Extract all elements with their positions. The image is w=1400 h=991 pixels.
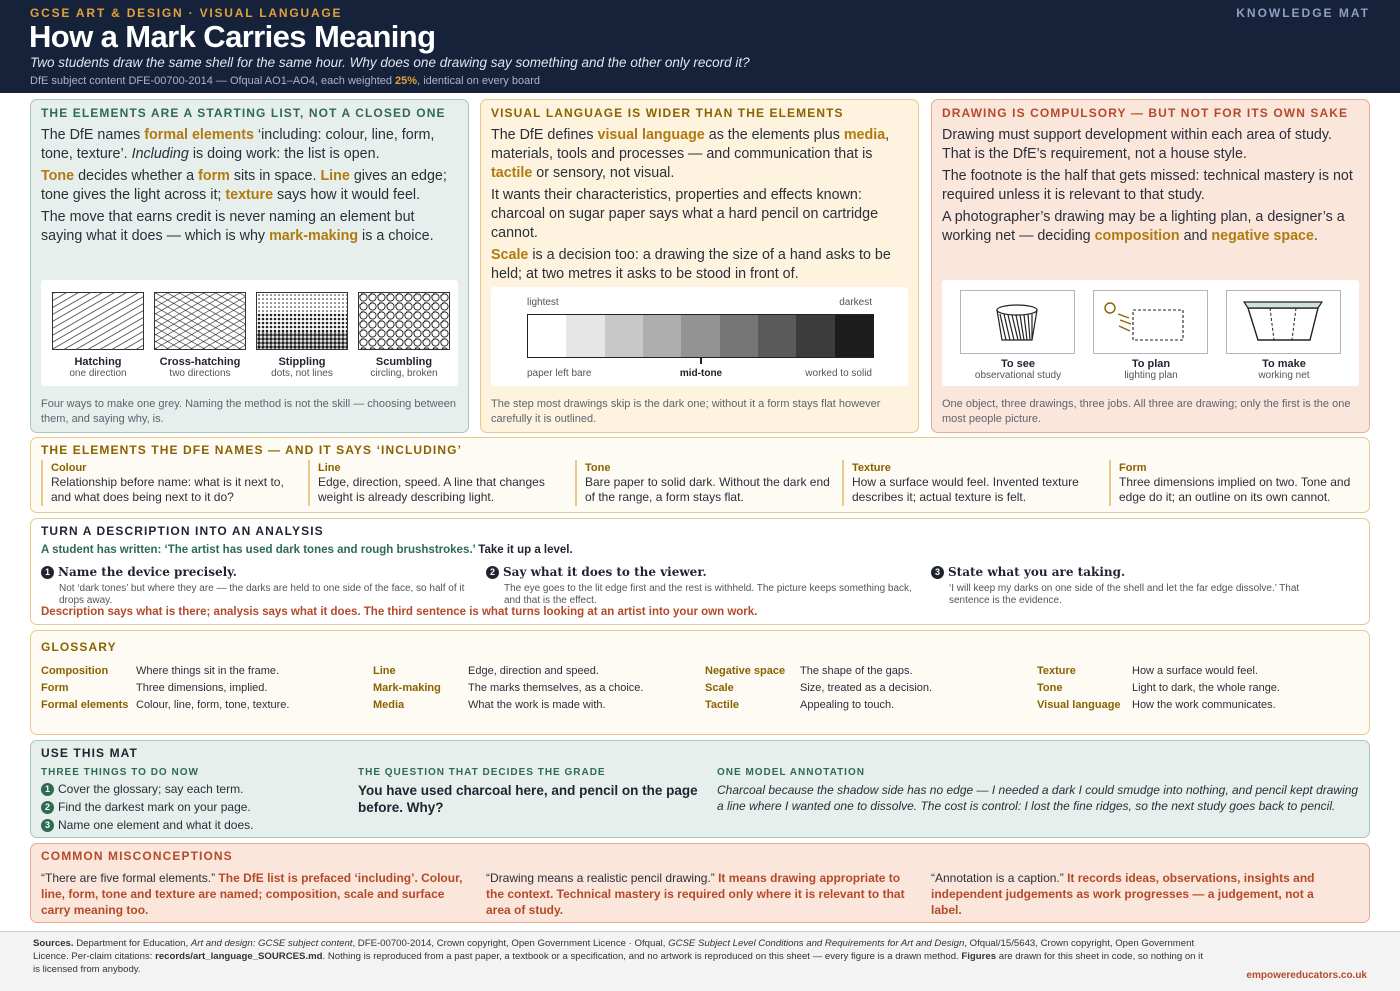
meta-line	[30, 75, 540, 87]
swatch-sub: two directions	[169, 368, 231, 379]
element-card-line	[318, 462, 568, 505]
glossary-term: Mark-making	[373, 682, 441, 694]
use-mat-panel	[30, 740, 1370, 838]
footer	[0, 931, 1400, 991]
swatch-sub: one direction	[69, 368, 127, 379]
divider	[1109, 460, 1111, 506]
paragraph: The DfE names formal elements ‘including: colour, line, form, tone, texture’. Including is doing work: the list is open.	[41, 127, 435, 162]
tone-step	[566, 315, 604, 357]
glossary-term: Line	[373, 665, 396, 677]
site-url[interactable]: empowereducators.co.uk	[1246, 970, 1367, 981]
paragraph: Drawing must support development within each area of study. That is the DfE’s requirement, not a house style.	[942, 127, 1332, 162]
question-title: THE QUESTION THAT DECIDES THE GRADE	[358, 767, 606, 778]
glossary-definition: The marks themselves, as a choice.	[468, 682, 644, 694]
divider	[842, 460, 844, 506]
glossary-term: Composition	[41, 665, 109, 677]
panel-note: Four ways to make one grey. Naming the method is not the skill — choosing between them, and saying why, is.	[41, 398, 456, 425]
element-text: Edge, direction, speed. A line that changes weight is already describing light.	[318, 475, 545, 504]
glossary-definition: The shape of the gaps.	[800, 665, 913, 677]
panel-title: TURN A DESCRIPTION INTO AN ANALYSIS	[41, 524, 324, 538]
glossary-term: Media	[373, 699, 405, 711]
glossary-panel	[30, 630, 1370, 735]
panel-title: USE THIS MAT	[41, 746, 138, 760]
todo-item: 1 Cover the glossary; say each term.	[41, 782, 243, 796]
cross-hatching-swatch	[154, 292, 246, 350]
scale-label-left: lightest	[527, 297, 559, 308]
visual-language-panel	[480, 99, 919, 433]
analysis-step-3: 3 State what you are taking. ‘I will keep my darks on one side of the shell and let the far edge dissolve.’ That sentence is the evidence.	[931, 563, 1331, 607]
glossary-definition: Appealing to touch.	[800, 699, 895, 711]
figure-label: To plan	[1131, 358, 1171, 370]
todo-item: 3 Name one element and what it does.	[41, 818, 253, 832]
elements-panel	[30, 99, 469, 433]
meta-prefix: DfE subject content DFE-00700-2014 — Ofqual AO1–AO4, each weighted	[30, 75, 396, 87]
divider	[308, 460, 310, 506]
panel-title: THE ELEMENTS ARE A STARTING LIST, NOT A CLOSED ONE	[41, 106, 446, 120]
glossary-term: Tone	[1037, 682, 1063, 694]
panel-title: DRAWING IS COMPULSORY — BUT NOT FOR ITS OWN SAKE	[942, 106, 1349, 120]
glossary-definition: Three dimensions, implied.	[136, 682, 268, 694]
divider	[41, 460, 43, 506]
todo-title: THREE THINGS TO DO NOW	[41, 767, 199, 778]
element-card-tone	[585, 462, 835, 505]
misconception-2: “Drawing means a realistic pencil drawing.” It means drawing appropriate to the context. Technical mastery is required only where it is relevant to that area of study.	[486, 871, 905, 917]
meta-weight: 25%	[395, 75, 418, 87]
sources-text: Sources. Department for Education, Art and design: GCSE subject content, DFE-00700-2014, Crown copyright, Open Government Licence · Ofqual, GCSE Subject Level Conditions and Requirements for Art and Design, Ofqual/15/5643, Crown copyright, Open Government Licence. Per-claim citations: records/art_language_SOURCES.md. Nothing is reproduced from a past paper, a textbook or a specification, and no artwork is reproduced on this sheet — every figure is a drawn method. Figures are drawn for this sheet in code, so nothing on it is licensed from anybody.	[33, 938, 1203, 975]
scale-caption-mid: mid-tone	[679, 368, 723, 379]
element-card-texture	[852, 462, 1102, 505]
mat-tag: KNOWLEDGE MAT	[1236, 6, 1370, 20]
glossary-definition: What the work is made with.	[468, 699, 606, 711]
element-name: Texture	[852, 462, 891, 474]
swatch-label: Stippling	[278, 356, 326, 368]
subtitle: Two students draw the same shell for the same hour. Why does one drawing say something and the other only record it?	[30, 55, 750, 70]
swatch-label: Scumbling	[375, 356, 433, 368]
swatch-label: Cross-hatching	[159, 356, 241, 368]
scale-caption-left: paper left bare	[527, 368, 592, 379]
tone-step	[528, 315, 566, 357]
panel-title: COMMON MISCONCEPTIONS	[41, 849, 233, 863]
panel-title: GLOSSARY	[41, 640, 117, 654]
glossary-term: Form	[41, 682, 69, 694]
meta-suffix: , identical on every board	[417, 75, 540, 87]
element-name: Form	[1119, 462, 1147, 474]
swatch-sub: circling, broken	[370, 368, 438, 379]
glossary-definition: Light to dark, the whole range.	[1132, 682, 1280, 694]
glossary-definition: How the work communicates.	[1132, 699, 1276, 711]
panel-note: One object, three drawings, three jobs. All three are drawing; only the first is the one most people picture.	[942, 398, 1351, 425]
grade-question: You have used charcoal here, and pencil on the page before. Why?	[358, 783, 698, 815]
page-title: How a Mark Carries Meaning	[29, 19, 436, 54]
glossary-term: Visual language	[1037, 699, 1121, 711]
paragraph: The footnote is the half that gets missed: technical mastery is not required unless it is relevant to that study.	[942, 168, 1353, 203]
tonal-scale-figure	[491, 287, 908, 386]
mid-tick	[700, 358, 702, 364]
element-card-form	[1119, 462, 1369, 505]
glossary-definition: Where things sit in the frame.	[136, 665, 280, 677]
model-annotation: Charcoal because the shadow side has no edge — I needed a dark I could smudge into nothing, and pencil kept drawing a line where I wanted one to dissolve. The cost is control: I lost the fine ridges, so the next study goes back to pencil.	[717, 783, 1359, 813]
swatch-sub: dots, not lines	[271, 368, 333, 379]
lighting-plan-drawing	[1093, 290, 1208, 354]
panel-note: The step most drawings skip is the dark one; without it a form stays flat however carefully it is outlined.	[491, 398, 881, 425]
element-text: Three dimensions implied on two. Tone and edge do it; an outline on its own cannot.	[1119, 475, 1351, 504]
working-net-drawing	[1226, 290, 1341, 354]
tone-step	[758, 315, 796, 357]
analysis-step-1: 1 Name the device precisely. Not ‘dark tones’ but where they are — the darks are held to one side of the face, so half of it drops away.	[41, 563, 471, 607]
panel-title: THE ELEMENTS THE DFE NAMES — AND IT SAYS ‘INCLUDING’	[41, 443, 463, 457]
glossary-definition: Colour, line, form, tone, texture.	[136, 699, 290, 711]
observational-study-drawing	[960, 290, 1075, 354]
glossary-definition: Size, treated as a decision.	[800, 682, 933, 694]
tone-step	[796, 315, 834, 357]
glossary-definition: Edge, direction and speed.	[468, 665, 599, 677]
tone-step	[605, 315, 643, 357]
header-banner	[0, 0, 1400, 93]
misconception-3: “Annotation is a caption.” It records ideas, observations, insights and independent judgements as work progresses — a judgement, not a label.	[931, 871, 1315, 917]
figure-label: To see	[1000, 358, 1036, 370]
paragraph: The move that earns credit is never naming an element but saying what it does — which is why mark-making is a choice.	[41, 209, 434, 244]
figure-label: To make	[1262, 358, 1306, 370]
glossary-term: Tactile	[705, 699, 740, 711]
swatch-label: Hatching	[74, 356, 122, 368]
element-text: How a surface would feel. Invented texture describes it; actual texture is felt.	[852, 475, 1079, 504]
mark-swatches-figure	[41, 280, 458, 386]
element-name: Tone	[585, 462, 611, 474]
element-name: Line	[318, 462, 341, 474]
paragraph: The DfE defines visual language as the elements plus media, materials, tools and processes — and communication that is tactile or sensory, not visual.	[491, 127, 890, 181]
glossary-definition: How a surface would feel.	[1132, 665, 1258, 677]
tone-step	[681, 315, 719, 357]
scale-caption-right: worked to solid	[805, 368, 872, 379]
element-text: Bare paper to solid dark. Without the dark end of the range, a form stays flat.	[585, 475, 830, 504]
analysis-prompt: A student has written: ‘The artist has used dark tones and rough brushstrokes.’ Take it up a level.	[41, 544, 573, 556]
divider	[575, 460, 577, 506]
named-elements-panel	[30, 437, 1370, 513]
paragraph: Scale is a decision too: a drawing the size of a hand asks to be held; at two metres it asks to be stood in front of.	[491, 247, 891, 282]
element-card-colour	[51, 462, 301, 505]
tonal-scale-bar	[527, 314, 874, 358]
panel-title: VISUAL LANGUAGE IS WIDER THAN THE ELEMENTS	[491, 106, 844, 120]
figure-sub: observational study	[974, 370, 1062, 381]
model-title: ONE MODEL ANNOTATION	[717, 767, 865, 778]
paragraph: Tone decides whether a form sits in space. Line gives an edge; tone gives the light across it; texture says how it would feel.	[41, 168, 447, 203]
scumbling-swatch	[358, 292, 450, 350]
panel-body	[41, 126, 458, 249]
tone-step	[835, 315, 873, 357]
drawing-panel	[931, 99, 1370, 433]
analysis-panel	[30, 518, 1370, 625]
glossary-term: Negative space	[705, 665, 786, 677]
glossary-term: Formal elements	[41, 699, 129, 711]
analysis-step-2: 2 Say what it does to the viewer. The eye goes to the lit edge first and the rest is withheld. The picture keeps something back, and that is the effect.	[486, 563, 916, 607]
element-text: Relationship before name: what is it next to, and what does being next to it do?	[51, 475, 284, 504]
analysis-conclusion: Description says what is there; analysis says what it does. The third sentence is what turns looking at an artist into your own work.	[41, 606, 758, 618]
figure-sub: working net	[1258, 370, 1310, 381]
tone-step	[643, 315, 681, 357]
misconception-1: “There are five formal elements.” The DfE list is prefaced ‘including’. Colour, line, form, tone and texture are named; composition, scale and surface carry meaning too.	[41, 871, 463, 917]
figure-sub: lighting plan	[1124, 370, 1178, 381]
misconceptions-panel	[30, 843, 1370, 923]
scale-label-right: darkest	[839, 297, 872, 308]
element-name: Colour	[51, 462, 87, 474]
paragraph: A photographer’s drawing may be a lighting plan, a designer’s a working net — deciding composition and negative space.	[942, 209, 1345, 244]
todo-item: 2 Find the darkest mark on your page.	[41, 800, 251, 814]
paragraph: It wants their characteristics, properties and effects known: charcoal on sugar paper says what a hard pencil on cartridge cannot.	[491, 187, 879, 241]
glossary-term: Texture	[1037, 665, 1076, 677]
panel-body	[942, 126, 1359, 249]
tone-step	[720, 315, 758, 357]
stippling-swatch	[256, 292, 348, 350]
glossary-term: Scale	[705, 682, 734, 694]
hatching-swatch	[52, 292, 144, 350]
kicker: GCSE ART & DESIGN · VISUAL LANGUAGE	[30, 6, 343, 20]
three-drawings-figure	[942, 280, 1359, 386]
panel-body	[491, 126, 908, 287]
